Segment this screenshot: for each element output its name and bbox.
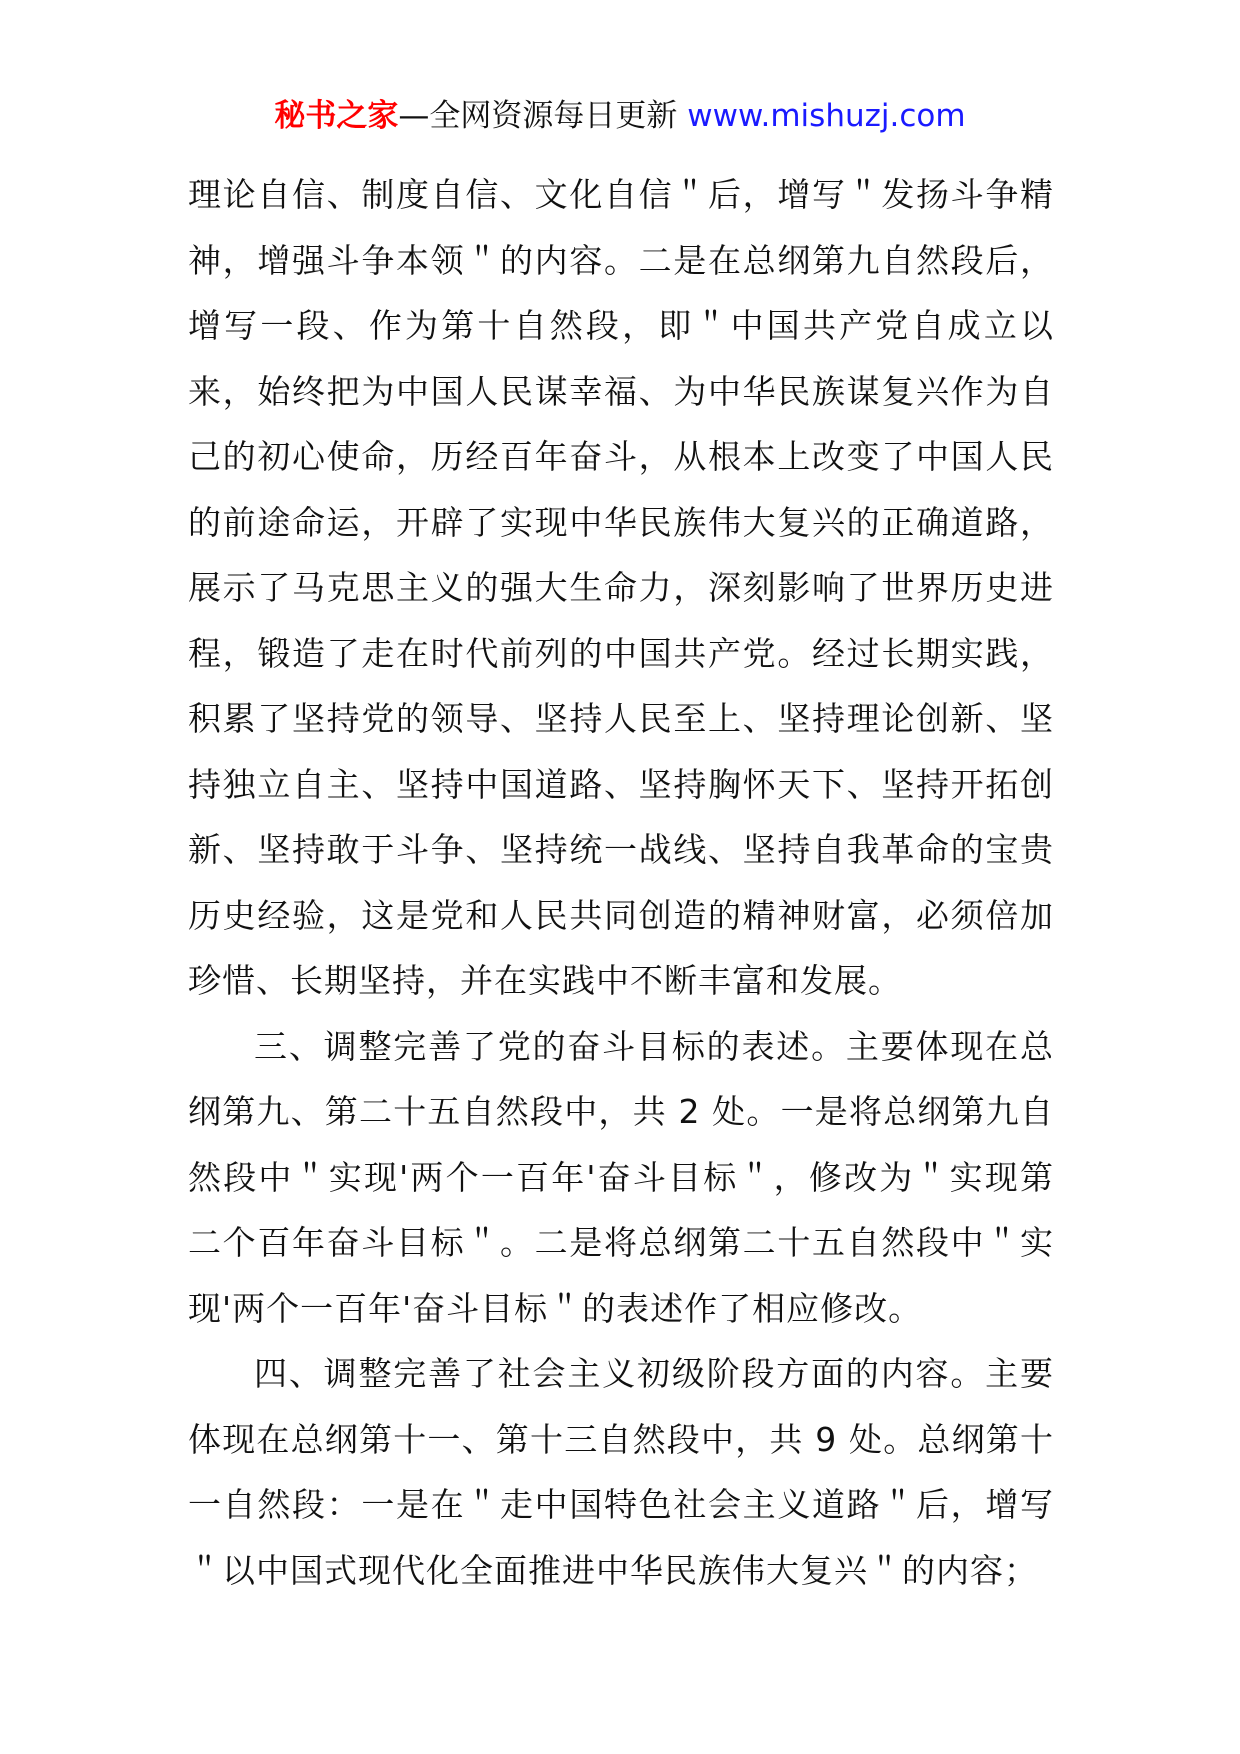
paragraph-section-three: 三、调整完善了党的奋斗目标的表述。主要体现在总纲第九、第二十五自然段中，共 2 处。一是将总纲第九自然段中＂实现'两个一百年'奋斗目标＂，修改为＂实现第二个百年奋斗目标＂。二是将总纲第二十五自然段中＂实现'两个一百年'奋斗目标＂的表述作了相应修改。: [188, 1026, 1054, 1328]
site-url-link[interactable]: www.mishuzj.com: [687, 98, 966, 134]
site-brand: 秘书之家: [274, 98, 399, 134]
document-body: [188, 162, 1054, 1603]
site-tagline: —全网资源每日更新: [398, 98, 688, 134]
paragraph-continued: 理论自信、制度自信、文化自信＂后，增写＂发扬斗争精神，增强斗争本领＂的内容。二是在总纲第九自然段后，增写一段、作为第十自然段，即＂中国共产党自成立以来，始终把为中国人民谋幸福、为中华民族谋复兴作为自己的初心使命，历经百年奋斗，从根本上改变了中国人民的前途命运，开辟了实现中华民族伟大复兴的正确道路，展示了马克思主义的强大生命力，深刻影响了世界历史进程，锻造了走在时代前列的中国共产党。经过长期实践，积累了坚持党的领导、坚持人民至上、坚持理论创新、坚持独立自主、坚持中国道路、坚持胸怀天下、坚持开拓创新、坚持敢于斗争、坚持统一战线、坚持自我革命的宝贵历史经验，这是党和人民共同创造的精神财富，必须倍加珍惜、长期坚持，并在实践中不断丰富和发展。: [188, 175, 1054, 1000]
site-header: [0, 96, 1240, 136]
paragraph-section-four: 四、调整完善了社会主义初级阶段方面的内容。主要体现在总纲第十一、第十三自然段中，共 9 处。总纲第十一自然段：一是在＂走中国特色社会主义道路＂后，增写＂以中国式现代化全面推进中华民族伟大复兴＂的内容；: [188, 1354, 1054, 1590]
